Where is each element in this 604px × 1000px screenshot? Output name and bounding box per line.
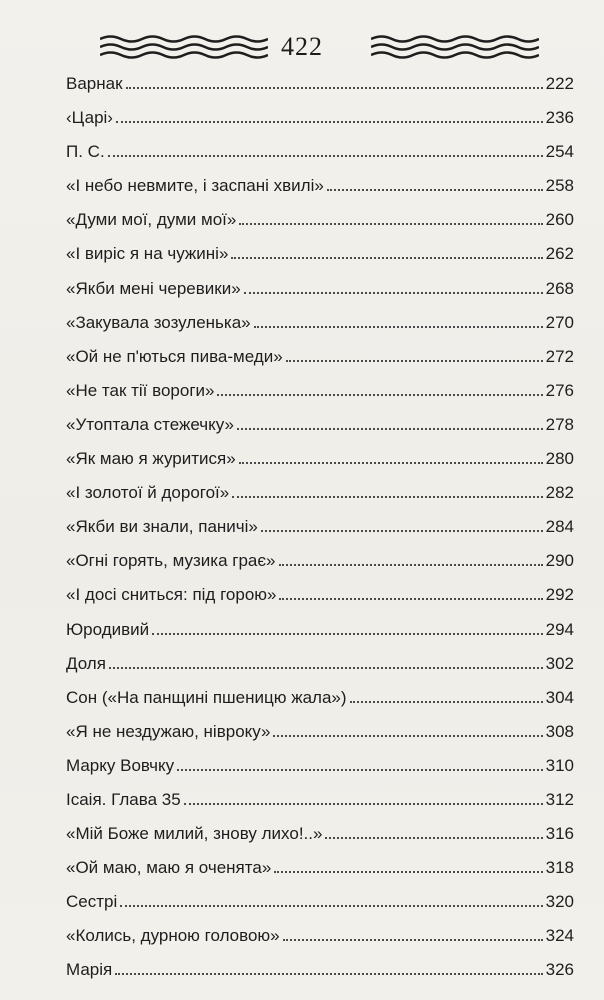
toc-entry-title: ‹Царі› (66, 108, 113, 128)
toc-entry-page: 304 (545, 687, 574, 707)
toc-entry-title: «І золотої й дорогої» (66, 483, 230, 503)
toc-entry-title: «І небо невмите, і заспані хвилі» (66, 176, 324, 196)
toc-leader-dots (261, 530, 543, 532)
toc-entry (66, 374, 574, 408)
toc-entry (66, 885, 574, 919)
toc-entry-title: «Ой маю, маю я оченята» (66, 858, 272, 878)
table-of-contents (66, 67, 574, 988)
toc-entry (66, 476, 574, 510)
toc-entry-title: Сестрі (66, 892, 118, 912)
toc-leader-dots (232, 496, 542, 498)
toc-entry-title: «Якби ви знали, паничі» (66, 517, 258, 537)
toc-leader-dots (239, 462, 543, 464)
toc-entry-title: «Я не нездужаю, нівроку» (66, 721, 271, 741)
toc-entry-page: 278 (545, 414, 574, 434)
toc-leader-dots (283, 939, 543, 941)
toc-entry-title: «Якби мені черевики» (66, 278, 241, 298)
toc-entry-page: 222 (545, 74, 574, 93)
toc-entry (66, 783, 574, 817)
toc-leader-dots (244, 292, 543, 294)
toc-entry-title: «Огні горять, музика грає» (66, 551, 276, 571)
toc-entry-title: Марку Вовчку (66, 755, 175, 775)
page-number: 422 (281, 32, 323, 61)
toc-leader-dots (177, 769, 542, 771)
toc-leader-dots (327, 189, 543, 191)
toc-entry-page: 326 (545, 960, 574, 980)
toc-entry (66, 681, 574, 715)
toc-entry-page: 270 (545, 312, 574, 332)
toc-leader-dots (126, 87, 543, 89)
toc-entry-page: 318 (545, 858, 574, 878)
toc-leader-dots (325, 837, 542, 839)
toc-entry-title: Сон («На панщині пшеницю жала») (66, 687, 347, 707)
toc-entry-title: Юродивий (66, 619, 150, 639)
toc-entry-page: 254 (545, 142, 574, 162)
toc-leader-dots (120, 905, 542, 907)
toc-entry (66, 135, 574, 169)
toc-entry-title: «Колись, дурною головою» (66, 926, 280, 946)
toc-entry-title: «Не так тії вороги» (66, 380, 215, 400)
toc-entry (66, 101, 574, 135)
toc-entry-page: 320 (545, 892, 574, 912)
toc-entry-page: 260 (545, 210, 574, 230)
toc-entry (66, 647, 574, 681)
toc-leader-dots (115, 973, 542, 975)
toc-entry-page: 294 (545, 619, 574, 639)
toc-entry-title: «Закувала зозуленька» (66, 312, 251, 332)
toc-leader-dots (237, 428, 543, 430)
toc-entry (66, 749, 574, 783)
toc-leader-dots (273, 735, 542, 737)
toc-entry (66, 272, 574, 306)
toc-entry-page: 308 (545, 721, 574, 741)
toc-entry (66, 953, 574, 987)
toc-entry-title: Ісаія. Глава 35 (66, 789, 181, 809)
toc-leader-dots (279, 564, 543, 566)
toc-leader-dots (184, 803, 543, 805)
toc-entry (66, 578, 574, 612)
toc-entry-title: П. С. (66, 142, 105, 162)
toc-entry-page: 312 (545, 789, 574, 809)
toc-entry (66, 306, 574, 340)
toc-entry-page: 316 (545, 824, 574, 844)
toc-entry-page: 310 (545, 755, 574, 775)
toc-entry (66, 408, 574, 442)
toc-leader-dots (239, 223, 542, 225)
toc-entry-title: «Мій Боже милий, знову лихо!..» (66, 824, 323, 844)
toc-entry (66, 613, 574, 647)
toc-entry-title: «Ой не п'ються пива-меди» (66, 346, 283, 366)
toc-entry (66, 510, 574, 544)
toc-entry (66, 544, 574, 578)
toc-leader-dots (152, 633, 542, 635)
toc-entry-page: 302 (545, 653, 574, 673)
toc-entry (66, 237, 574, 271)
toc-entry (66, 340, 574, 374)
toc-entry (66, 169, 574, 203)
toc-entry (66, 715, 574, 749)
toc-entry-page: 280 (545, 449, 574, 469)
toc-entry-title: Марія (66, 960, 113, 980)
toc-leader-dots (254, 326, 543, 328)
toc-entry (66, 817, 574, 851)
toc-entry-title: «Думи мої, думи мої» (66, 210, 237, 230)
toc-entry-page: 262 (545, 244, 574, 264)
toc-entry (66, 203, 574, 237)
toc-leader-dots (108, 155, 543, 157)
toc-entry (66, 919, 574, 953)
toc-entry-title: Доля (66, 653, 106, 673)
toc-leader-dots (231, 257, 542, 259)
toc-leader-dots (286, 360, 543, 362)
toc-entry (66, 67, 574, 101)
page-header (0, 24, 604, 68)
toc-entry-page: 276 (545, 380, 574, 400)
toc-leader-dots (279, 598, 542, 600)
toc-entry-page: 324 (545, 926, 574, 946)
toc-entry-page: 272 (545, 346, 574, 366)
toc-entry-title: Варнак (66, 74, 123, 93)
toc-leader-dots (109, 667, 543, 669)
toc-entry-title: «І досі сниться: під горою» (66, 585, 277, 605)
toc-entry-page: 290 (545, 551, 574, 571)
toc-entry-page: 258 (545, 176, 574, 196)
toc-entry-page: 282 (545, 483, 574, 503)
toc-entry-title: «Утоптала стежечку» (66, 414, 234, 434)
toc-entry-page: 292 (545, 585, 574, 605)
toc-leader-dots (350, 701, 543, 703)
toc-leader-dots (274, 871, 542, 873)
wave-ornament-right-icon (371, 34, 539, 62)
toc-entry-page: 268 (545, 278, 574, 298)
toc-entry-title: «І виріс я на чужині» (66, 244, 229, 264)
toc-entry-page: 236 (545, 108, 574, 128)
toc-entry-page: 284 (545, 517, 574, 537)
toc-leader-dots (116, 121, 543, 123)
toc-entry (66, 851, 574, 885)
toc-entry (66, 442, 574, 476)
toc-leader-dots (217, 394, 542, 396)
toc-entry-title: «Як маю я журитися» (66, 449, 236, 469)
